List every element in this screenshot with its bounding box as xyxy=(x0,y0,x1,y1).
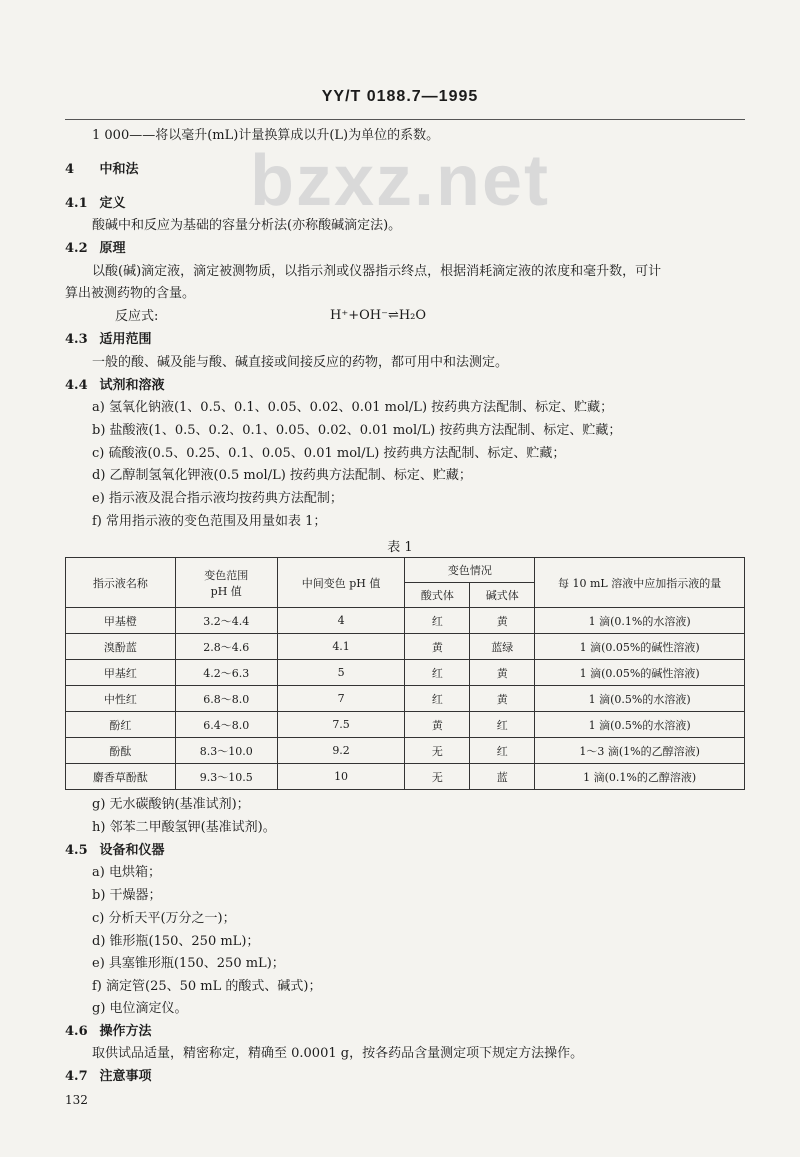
section-4-3-heading xyxy=(65,331,152,349)
list-item: d) 乙醇制氢氧化钾液(0.5 mol/L) 按药典方法配制、标定、贮藏； xyxy=(92,468,472,483)
cell-acid-color: 黄 xyxy=(405,712,470,738)
section-4-number: 4 xyxy=(65,162,75,177)
cell-ph-range: 8.3～10.0 xyxy=(175,738,277,764)
cell-indicator-name: 溴酚蓝 xyxy=(66,634,176,660)
section-4-3-title: 适用范围 xyxy=(99,332,152,347)
section-4-1-text: 酸碱中和反应为基础的容量分析法(亦称酸碱滴定法)。 xyxy=(92,218,402,233)
list-item: h) 邻苯二甲酸氢钾(基准试剂)。 xyxy=(92,820,276,835)
page-number: 132 xyxy=(65,1093,88,1107)
section-4-2-number: 4.2 xyxy=(65,241,88,256)
cell-acid-color: 红 xyxy=(405,660,470,686)
header-ph-range-line2: pH 值 xyxy=(210,584,242,598)
section-4-6-heading xyxy=(65,1023,152,1041)
section-4-5-number: 4.5 xyxy=(65,843,88,858)
cell-indicator-name: 酚红 xyxy=(66,712,176,738)
section-4-1-number: 4.1 xyxy=(65,196,88,211)
list-item: a) 氢氧化钠液(1、0.5、0.1、0.05、0.02、0.01 mol/L) 按药典方法配制、标定、贮藏； xyxy=(92,400,614,415)
standard-number-header: YY/T 0188.7—1995 xyxy=(321,88,479,105)
list-item: e) 具塞锥形瓶(150、250 mL)； xyxy=(92,956,285,971)
section-4-3-number: 4.3 xyxy=(65,332,88,347)
header-indicator-name: 指示液名称 xyxy=(66,558,176,608)
cell-base-color: 黄 xyxy=(470,608,535,634)
section-4-2-heading xyxy=(65,240,126,258)
table-row xyxy=(66,686,745,712)
list-item: g) 无水碳酸钠(基准试剂)； xyxy=(92,797,250,812)
section-4-title: 中和法 xyxy=(99,162,139,177)
table-row xyxy=(66,712,745,738)
section-4-1-title: 定义 xyxy=(99,196,126,211)
cell-acid-color: 黄 xyxy=(405,634,470,660)
cell-indicator-name: 酚酞 xyxy=(66,738,176,764)
section-4-2-text-line1: 以酸(碱)滴定液，滴定被测物质，以指示剂或仪器指示终点，根据消耗滴定液的浓度和毫升数，可计 xyxy=(92,264,662,279)
table-row xyxy=(66,660,745,686)
cell-mid-ph: 5 xyxy=(277,660,405,686)
list-item: f) 常用指示液的变色范围及用量如表 1； xyxy=(92,514,327,529)
list-item: e) 指示液及混合指示液均按药典方法配制； xyxy=(92,491,343,506)
section-4-7-heading xyxy=(65,1068,152,1086)
cell-mid-ph: 9.2 xyxy=(277,738,405,764)
cell-dosage: 1 滴(0.5%的水溶液) xyxy=(535,686,745,712)
cell-mid-ph: 7 xyxy=(277,686,405,712)
list-item: c) 分析天平(万分之一)； xyxy=(92,911,236,926)
list-item: c) 硫酸液(0.5、0.25、0.1、0.05、0.01 mol/L) 按药典方法配制、标定、贮藏； xyxy=(92,446,566,461)
section-4-6-number: 4.6 xyxy=(65,1024,88,1039)
list-item: a) 电烘箱； xyxy=(92,865,161,880)
cell-dosage: 1～3 滴(1%的乙醇溶液) xyxy=(535,738,745,764)
list-item: b) 盐酸液(1、0.5、0.2、0.1、0.05、0.02、0.01 mol/L) 按药典方法配制、标定、贮藏； xyxy=(92,423,622,438)
header-color-change: 变色情况 xyxy=(405,558,535,583)
section-4-heading xyxy=(65,161,139,179)
cell-base-color: 黄 xyxy=(470,660,535,686)
cell-indicator-name: 甲基红 xyxy=(66,660,176,686)
header-ph-range-line1: 变色范围 xyxy=(204,568,249,582)
cell-ph-range: 6.8～8.0 xyxy=(175,686,277,712)
coefficient-note: 1 000——将以毫升(mL)计量换算成以升(L)为单位的系数。 xyxy=(92,128,440,143)
list-item: d) 锥形瓶(150、250 mL)； xyxy=(92,934,260,949)
cell-base-color: 红 xyxy=(470,738,535,764)
header-mid-ph: 中间变色 pH 值 xyxy=(277,558,405,608)
cell-mid-ph: 4.1 xyxy=(277,634,405,660)
indicator-table xyxy=(65,557,745,790)
cell-ph-range: 3.2～4.4 xyxy=(175,608,277,634)
cell-mid-ph: 10 xyxy=(277,764,405,790)
header-base-form: 碱式体 xyxy=(470,583,535,608)
cell-indicator-name: 中性红 xyxy=(66,686,176,712)
cell-acid-color: 红 xyxy=(405,608,470,634)
cell-dosage: 1 滴(0.05%的碱性溶液) xyxy=(535,660,745,686)
header-rule xyxy=(65,119,745,120)
section-4-1-heading xyxy=(65,195,126,213)
cell-ph-range: 6.4～8.0 xyxy=(175,712,277,738)
cell-ph-range: 2.8～4.6 xyxy=(175,634,277,660)
cell-acid-color: 无 xyxy=(405,764,470,790)
cell-ph-range: 9.3～10.5 xyxy=(175,764,277,790)
cell-base-color: 蓝 xyxy=(470,764,535,790)
table-caption: 表 1 xyxy=(387,540,413,555)
table-row xyxy=(66,764,745,790)
list-item: b) 干燥器； xyxy=(92,888,162,903)
reaction-label: 反应式: xyxy=(115,309,159,324)
reaction-formula: H⁺+OH⁻⇌H₂O xyxy=(330,308,427,323)
section-4-7-number: 4.7 xyxy=(65,1069,88,1084)
cell-mid-ph: 7.5 xyxy=(277,712,405,738)
section-4-3-text: 一般的酸、碱及能与酸、碱直接或间接反应的药物，都可用中和法测定。 xyxy=(92,355,509,370)
cell-base-color: 蓝绿 xyxy=(470,634,535,660)
section-4-6-text: 取供试品适量，精密称定，精确至 0.0001 g，按各药品含量测定项下规定方法操作。 xyxy=(92,1046,584,1061)
cell-mid-ph: 4 xyxy=(277,608,405,634)
header-acid-form: 酸式体 xyxy=(405,583,470,608)
cell-acid-color: 无 xyxy=(405,738,470,764)
list-item: g) 电位滴定仪。 xyxy=(92,1001,188,1016)
table-row xyxy=(66,608,745,634)
header-dosage: 每 10 mL 溶液中应加指示液的量 xyxy=(535,558,745,608)
cell-ph-range: 4.2～6.3 xyxy=(175,660,277,686)
section-4-4-heading xyxy=(65,377,165,395)
cell-base-color: 红 xyxy=(470,712,535,738)
cell-acid-color: 红 xyxy=(405,686,470,712)
table-row xyxy=(66,738,745,764)
cell-indicator-name: 甲基橙 xyxy=(66,608,176,634)
section-4-2-text-line2: 算出被测药物的含量。 xyxy=(65,286,196,301)
cell-dosage: 1 滴(0.05%的碱性溶液) xyxy=(535,634,745,660)
cell-dosage: 1 滴(0.5%的水溶液) xyxy=(535,712,745,738)
section-4-6-title: 操作方法 xyxy=(99,1024,152,1039)
section-4-5-heading xyxy=(65,842,165,860)
section-4-4-title: 试剂和溶液 xyxy=(99,378,165,393)
cell-base-color: 黄 xyxy=(470,686,535,712)
table-row xyxy=(66,634,745,660)
section-4-5-title: 设备和仪器 xyxy=(99,843,165,858)
section-4-7-title: 注意事项 xyxy=(99,1069,152,1084)
cell-indicator-name: 麝香草酚酞 xyxy=(66,764,176,790)
section-4-2-title: 原理 xyxy=(99,241,126,256)
cell-dosage: 1 滴(0.1%的乙醇溶液) xyxy=(535,764,745,790)
watermark: bzxz.net xyxy=(249,141,551,221)
section-4-4-number: 4.4 xyxy=(65,378,88,393)
list-item: f) 滴定管(25、50 mL 的酸式、碱式)； xyxy=(92,979,322,994)
cell-dosage: 1 滴(0.1%的水溶液) xyxy=(535,608,745,634)
header-ph-range xyxy=(175,558,277,608)
